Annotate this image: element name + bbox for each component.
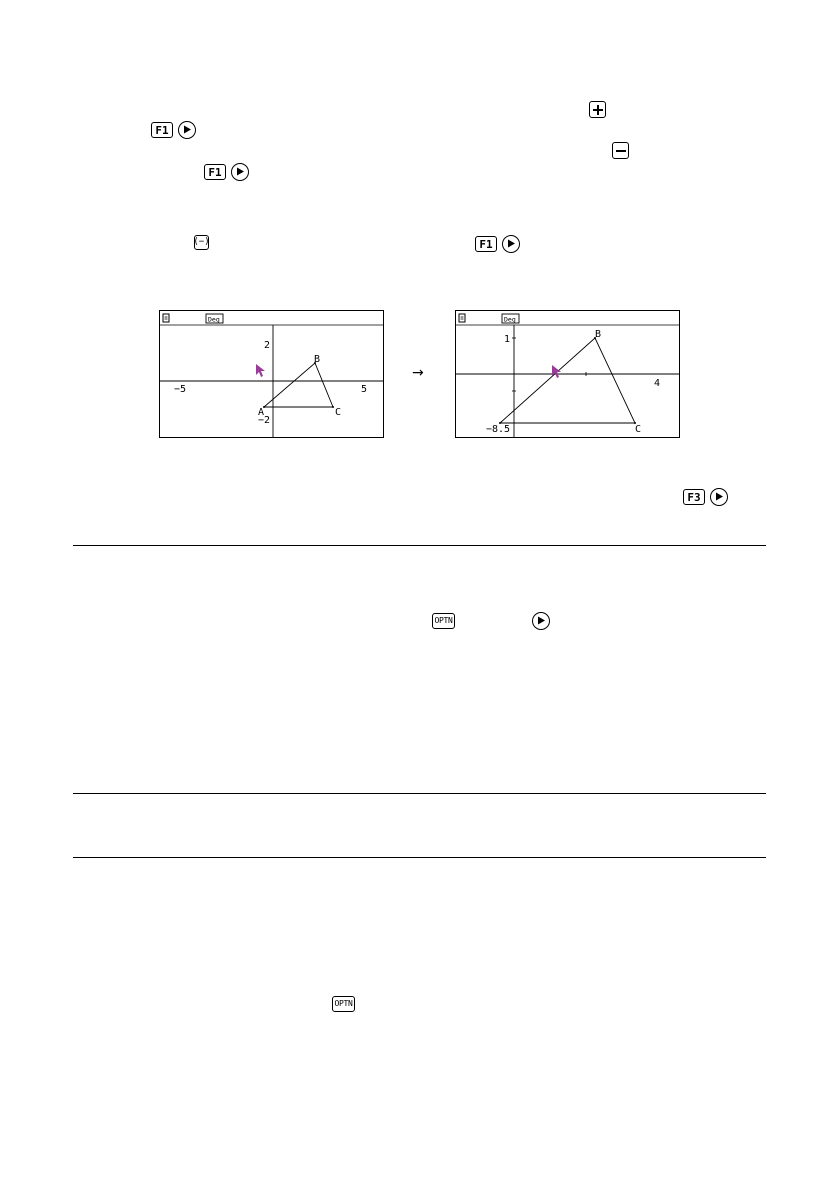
f1-key[interactable]: F1 bbox=[204, 164, 226, 180]
transition-arrow: → bbox=[412, 365, 424, 381]
point-c-label: C bbox=[335, 407, 342, 418]
y-min-label: −2 bbox=[258, 415, 271, 426]
minus-icon bbox=[614, 144, 628, 158]
play-right-icon bbox=[503, 236, 518, 251]
calculator-screen-after bbox=[455, 310, 680, 438]
point-a-label: A bbox=[258, 407, 265, 418]
f1-key[interactable]: F1 bbox=[475, 236, 497, 252]
section-divider bbox=[73, 857, 766, 858]
section-divider bbox=[73, 545, 766, 546]
battery-icon bbox=[163, 314, 169, 322]
negative-key[interactable]: (−) bbox=[194, 235, 209, 250]
right-arrow-key[interactable] bbox=[231, 163, 249, 181]
play-right-icon bbox=[533, 613, 548, 628]
x-min-label: −5 bbox=[174, 384, 187, 395]
triangle bbox=[264, 363, 333, 407]
geometry-view-before bbox=[160, 311, 383, 437]
x-max-label: 4 bbox=[654, 378, 661, 389]
play-right-icon bbox=[232, 164, 247, 179]
triangle bbox=[500, 338, 635, 423]
x-min-label: −8.5 bbox=[486, 424, 511, 435]
right-arrow-key[interactable] bbox=[710, 488, 728, 506]
pointer-cursor-icon bbox=[256, 364, 265, 377]
y-max-label: 2 bbox=[264, 340, 271, 351]
geometry-view-after bbox=[456, 311, 679, 437]
section-divider bbox=[73, 793, 766, 794]
plus-icon bbox=[591, 103, 605, 117]
f3-key[interactable]: F3 bbox=[683, 489, 705, 505]
y-max-label: 1 bbox=[504, 334, 511, 345]
battery-icon bbox=[459, 314, 465, 322]
right-arrow-key[interactable] bbox=[502, 235, 520, 253]
plus-key[interactable] bbox=[589, 101, 606, 118]
minus-key[interactable] bbox=[612, 142, 629, 159]
point-c-label: C bbox=[635, 424, 642, 435]
deg-label: Deg bbox=[504, 315, 516, 324]
point-b-label: B bbox=[595, 329, 602, 340]
deg-label: Deg bbox=[208, 315, 220, 324]
play-right-icon bbox=[711, 489, 726, 504]
optn-key[interactable]: OPTN bbox=[332, 996, 355, 1012]
play-right-icon bbox=[179, 122, 194, 137]
calculator-screen-before bbox=[159, 310, 384, 438]
x-max-label: 5 bbox=[361, 384, 368, 395]
f1-key[interactable]: F1 bbox=[151, 122, 173, 138]
right-arrow-key[interactable] bbox=[178, 121, 196, 139]
pointer-cursor-icon bbox=[552, 365, 561, 378]
optn-key[interactable]: OPTN bbox=[432, 613, 455, 629]
point-b-label: B bbox=[314, 354, 321, 365]
right-arrow-key[interactable] bbox=[532, 612, 550, 630]
